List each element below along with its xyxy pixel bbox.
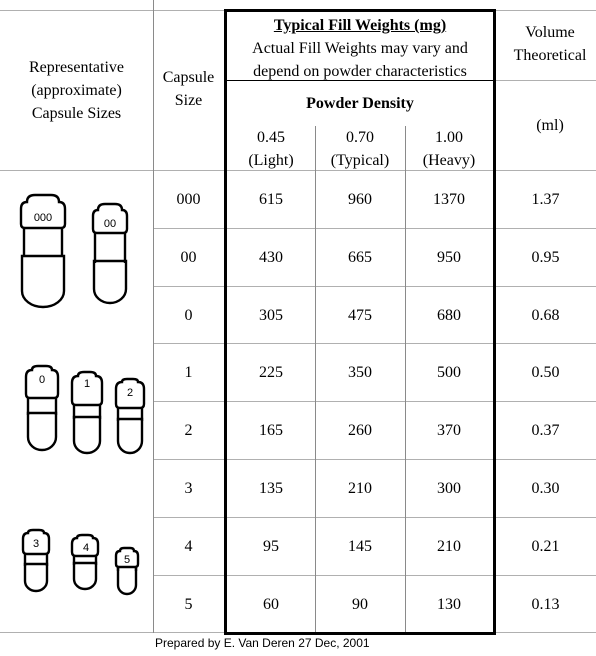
cell-volume: 0.95 <box>531 249 560 266</box>
capsule-size-header <box>153 66 224 112</box>
cell-heavy: 370 <box>437 422 461 439</box>
volume-header-line2: Theoretical <box>513 47 587 64</box>
density-heavy-label: (Heavy) <box>422 152 476 169</box>
cell-volume: 0.30 <box>531 480 560 497</box>
grid-line-volume-split <box>495 80 596 81</box>
cell-volume: 0.37 <box>531 422 560 439</box>
cell-typical: 960 <box>348 191 372 208</box>
cell-heavy: 130 <box>437 596 461 613</box>
volume-unit: (ml) <box>536 117 564 134</box>
cell-light: 60 <box>263 596 279 613</box>
capsule-label-5: 5 <box>123 554 131 566</box>
capsule-label-2: 2 <box>126 387 134 399</box>
capsule-illustrations <box>0 171 153 632</box>
capsule-000-icon <box>21 193 65 307</box>
density-heavy-value: 1.00 <box>435 129 463 146</box>
note-line1: Actual Fill Weights may vary and <box>252 40 468 57</box>
cell-volume: 0.13 <box>531 596 560 613</box>
capsule-label-3: 3 <box>32 538 40 550</box>
density-light-header <box>227 126 315 172</box>
cell-volume: 0.21 <box>531 538 560 555</box>
cell-light: 165 <box>259 422 283 439</box>
cell-volume: 0.68 <box>531 307 560 324</box>
cell-volume: 1.37 <box>531 191 560 208</box>
powder-density-label: Powder Density <box>306 95 414 112</box>
density-typical-header <box>315 126 405 172</box>
cell-light: 225 <box>259 364 283 381</box>
representative-header-line2: (approximate) <box>31 82 122 99</box>
density-heavy-header <box>405 126 493 172</box>
cell-typical: 145 <box>348 538 372 555</box>
note-line2: depend on powder characteristics <box>253 63 467 80</box>
volume-header <box>495 21 596 67</box>
capsule-size-header-line2: Size <box>174 92 203 109</box>
cell-light: 430 <box>259 249 283 266</box>
cell-size: 1 <box>184 364 193 381</box>
representative-header <box>0 56 153 125</box>
capsule-label-1: 1 <box>83 378 91 390</box>
cell-size: 5 <box>184 596 193 613</box>
density-light-label: (Light) <box>248 152 294 169</box>
volume-header-line1: Volume <box>525 24 575 41</box>
cell-size: 0 <box>184 307 193 324</box>
density-light-value: 0.45 <box>257 129 285 146</box>
typical-fill-weights-title: Typical Fill Weights (mg) <box>273 17 447 34</box>
capsule-label-4: 4 <box>82 542 90 554</box>
cell-typical: 90 <box>352 596 368 613</box>
cell-light: 95 <box>263 538 279 555</box>
capsule-size-header-line1: Capsule <box>162 69 215 86</box>
cell-typical: 260 <box>348 422 372 439</box>
cell-size: 000 <box>176 191 201 208</box>
capsule-label-0: 0 <box>38 374 46 386</box>
capsule-label-000: 000 <box>33 212 53 224</box>
cell-typical: 475 <box>348 307 372 324</box>
cell-heavy: 210 <box>437 538 461 555</box>
representative-header-line1: Representative <box>28 59 125 76</box>
cell-size: 4 <box>184 538 193 555</box>
cell-typical: 350 <box>348 364 372 381</box>
capsule-label-00: 00 <box>103 218 117 230</box>
cell-size: 2 <box>184 422 193 439</box>
cell-light: 305 <box>259 307 283 324</box>
density-typical-value: 0.70 <box>346 129 374 146</box>
cell-typical: 210 <box>348 480 372 497</box>
cell-heavy: 950 <box>437 249 461 266</box>
cell-volume: 0.50 <box>531 364 560 381</box>
cell-heavy: 1370 <box>433 191 465 208</box>
cell-typical: 665 <box>348 249 372 266</box>
prepared-by-footer: Prepared by E. Van Deren 27 Dec, 2001 <box>155 636 370 650</box>
cell-heavy: 680 <box>437 307 461 324</box>
cell-size: 3 <box>184 480 193 497</box>
density-typical-label: (Typical) <box>330 152 390 169</box>
typical-fill-weights-note <box>227 37 493 83</box>
cell-heavy: 500 <box>437 364 461 381</box>
cell-heavy: 300 <box>437 480 461 497</box>
cell-size: 00 <box>180 249 197 266</box>
cell-light: 135 <box>259 480 283 497</box>
representative-header-line3: Capsule Sizes <box>31 105 122 122</box>
cell-light: 615 <box>259 191 283 208</box>
